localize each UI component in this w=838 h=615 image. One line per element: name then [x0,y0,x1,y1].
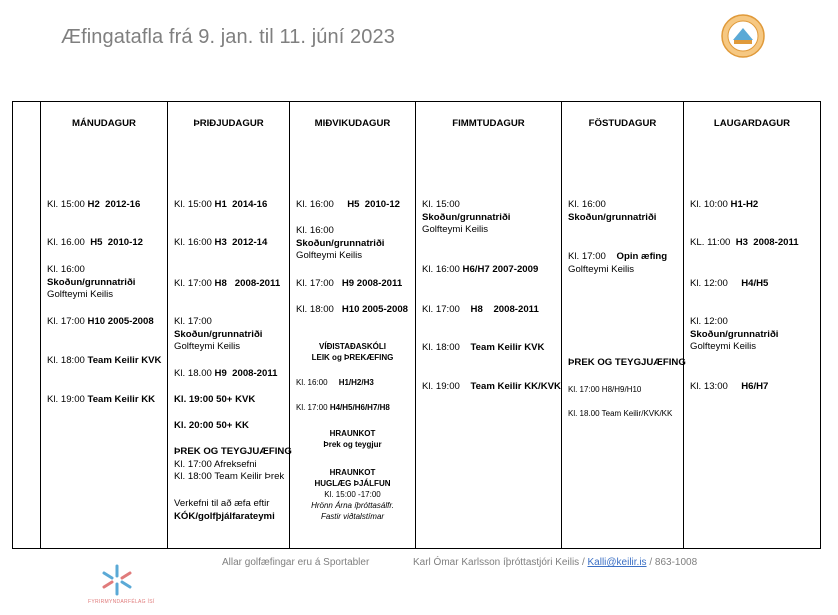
schedule-entry [41,237,167,250]
entry-text: HUGLÆG ÞJÁLFUN [314,479,391,488]
entry-text: Golfteymi Keilis [690,341,757,352]
schedule-entry [168,394,289,407]
schedule-entry [168,237,289,250]
entry-text: H5 2010-12 [347,199,401,210]
footer-sportabler-note: Allar golfæfingar eru á Sportabler [222,557,370,568]
schedule-entry [290,402,415,413]
schedule-entry [290,278,415,291]
entry-text: Kl. 16:00 [174,237,215,248]
schedule-entry [168,368,289,381]
schedule-entry [290,225,415,263]
entry-text: Golfteymi Keilis [568,263,635,275]
schedule-entry [41,199,167,212]
schedule-entry [562,357,686,370]
entry-text: Kl. 20:00 50+ KK [174,420,249,431]
schedule-entry [290,199,415,212]
schedule-entry [168,498,289,523]
entry-text: Kl. 17:00 [47,316,88,327]
entry-text: ÞREK OG TEYGJUÆFING [568,357,686,368]
day-column-1 [168,102,290,549]
schedule-entry [290,304,415,317]
entry-text: Hrönn Árna íþróttasálfr. [311,501,394,510]
footer-contact-prefix: Karl Ómar Karlsson íþróttastjóri Keilis / [413,557,588,568]
entry-text: Kl. 10:00 [690,199,731,210]
entry-text: Kl. 12:00 [690,278,742,289]
footer-contact [413,557,697,568]
entry-text: Kl. 18.00 [174,368,215,379]
entry-text: H3 2008-2011 [735,237,799,248]
entry-text: Team Keilir KK [87,394,156,405]
schedule-entry [684,381,820,394]
entry-text: Skoðun/grunnatriði [174,328,263,340]
day-column-5 [684,102,821,549]
entry-text: KÓK/golfþjálfarateymi [174,510,275,522]
entry-text: H3 2012-14 [214,237,268,248]
entry-text: Þrek og teygjur [323,440,382,449]
entry-text: Kl. 17:00 H8/H9/H10 [568,385,642,394]
entry-text: Golfteymi Keilis [47,289,114,300]
day-header: LAUGARDAGUR [713,118,791,129]
entry-text: ÞREK OG TEYGJUÆFING [174,446,292,457]
day-column-4 [562,102,684,549]
entry-text: Kl. 19:00 50+ KVK [174,394,256,405]
entry-text: Kl. 17:00 Opin æfing [568,251,668,262]
entry-text: H6/H7 2007-2009 [462,264,539,275]
entry-text: Skoðun/grunnatriði [47,276,136,288]
page-title: Æfingatafla frá 9. jan. til 11. júní 2023 [61,26,395,48]
isi-star-logo-icon [100,563,134,597]
entry-text: Kl. 16:00 [422,264,463,275]
entry-text: Kl. 17:00 [422,304,471,315]
entry-text: Kl. 15:00 -17:00 [324,490,381,499]
entry-text: Kl. 13:00 [690,381,742,392]
footer-contact-suffix: / 863-1008 [646,557,698,568]
entry-text: H2 2012-16 [87,199,141,210]
entry-text: Kl. 18:00 Team Keilir Þrek [174,471,285,482]
entry-text: Kl. 16:00 [296,378,339,387]
entry-text: H1-H2 [730,199,759,210]
entry-text: Kl. 17:00 [296,278,342,289]
entry-text: H6/H7 [741,381,769,392]
entry-text: Kl. 15:00 [174,199,215,210]
schedule-entry [41,264,167,302]
training-schedule-table [12,101,821,549]
spacer-column [13,102,41,549]
schedule-entry [290,428,415,450]
entry-text: Kl. 19:00 [47,394,88,405]
entry-text: HRAUNKOT [329,429,376,438]
entry-text: Verkefni til að æfa eftir [174,498,270,509]
schedule-entry [416,304,561,317]
entry-text: Fastir viðtalstímar [320,512,385,521]
email-link[interactable]: Kalli@keilir.is [587,557,647,568]
schedule-entry [168,278,289,291]
entry-text: Kl. 17:00 [296,403,330,412]
entry-text: Kl. 15:00 [47,199,88,210]
schedule-entry [684,199,820,212]
day-column-0 [41,102,168,549]
schedule-entry [41,316,167,329]
schedule-entry [562,408,683,419]
entry-text: VÍÐISTAÐASKÓLI [319,342,386,351]
entry-text: Kl. 16:00 [296,199,348,210]
entry-text: Kl. 16:00 [568,199,606,210]
day-header: ÞRIÐJUDAGUR [193,118,264,129]
entry-text: Skoðun/grunnatriði [422,211,511,223]
entry-text: Kl. 17:00 Afreksefni [174,458,257,470]
entry-text: H1/H2/H3 [338,378,374,387]
entry-text: Kl. 16:00 [47,264,85,275]
entry-text: Kl. 17:00 [174,316,212,327]
entry-text: H5 2010-12 [90,237,144,248]
entry-text: Team Keilir KVK [87,355,162,366]
schedule-entry [416,381,561,394]
entry-text: Kl. 16:00 [296,225,334,236]
schedule-entry [684,316,820,354]
entry-text: Kl. 18:00 [296,304,342,315]
schedule-entry [416,264,561,277]
schedule-entry [416,342,561,355]
entry-text: Skoðun/grunnatriði [568,211,657,223]
day-header: FIMMTUDAGUR [452,118,525,129]
entry-text: Kl. 12:00 [690,316,728,327]
entry-text: H4/H5/H6/H7/H8 [329,403,390,412]
entry-text: H9 2008-2011 [341,278,403,289]
entry-text: Kl. 16.00 [47,237,91,248]
day-header: MÁNUDAGUR [72,118,136,129]
day-column-3 [416,102,562,549]
entry-text: H4/H5 [741,278,769,289]
schedule-entry [290,377,415,388]
entry-text: KL. 11:00 [690,237,736,248]
org-name: FYRIRMYNDARFÉLAG ÍSÍ [88,599,155,605]
entry-text: Skoðun/grunnatriði [690,328,779,340]
schedule-entry [168,446,292,484]
entry-text: Kl. 18.00 Team Keilir/KVK/KK [568,409,673,418]
schedule-entry [41,394,167,407]
schedule-entry [290,341,415,363]
schedule-entry [290,467,415,522]
schedule-entry [562,199,683,224]
schedule-entry [168,316,289,354]
entry-text: Golfteymi Keilis [296,250,363,261]
entry-text: Team Keilir KVK [470,342,545,353]
entry-text: H10 2005-2008 [341,304,409,315]
entry-text: Team Keilir KK/KVK [470,381,561,392]
schedule-entry [684,278,820,291]
entry-text: Golfteymi Keilis [174,341,241,352]
schedule-entry [562,251,683,276]
entry-text: Kl. 18:00 [422,342,471,353]
schedule-entry [416,199,561,237]
schedule-entry [168,199,289,212]
entry-text: Kl. 17:00 [174,278,215,289]
schedule-entry [41,355,167,368]
schedule-entry [562,384,683,395]
entry-text: H9 2008-2011 [214,368,278,379]
entry-text: H8 2008-2011 [214,278,281,289]
schedule-entry [168,420,289,433]
entry-text: H1 2014-16 [214,199,268,210]
entry-text: H8 2008-2011 [470,304,539,315]
entry-text: Golfteymi Keilis [422,224,489,235]
day-column-2 [290,102,416,549]
entry-text: Skoðun/grunnatriði [296,237,385,249]
entry-text: LEIK og ÞREKÆFING [311,353,394,362]
schedule-entry [684,237,820,250]
entry-text: H10 2005-2008 [87,316,154,327]
day-header: MIÐVIKUDAGUR [314,118,391,129]
entry-text: Kl. 19:00 [422,381,471,392]
day-header: FÖSTUDAGUR [588,118,657,129]
entry-text: HRAUNKOT [329,468,376,477]
entry-text: Kl. 18:00 [47,355,88,366]
entry-text: Kl. 15:00 [422,199,460,210]
club-logo-icon [721,14,765,58]
